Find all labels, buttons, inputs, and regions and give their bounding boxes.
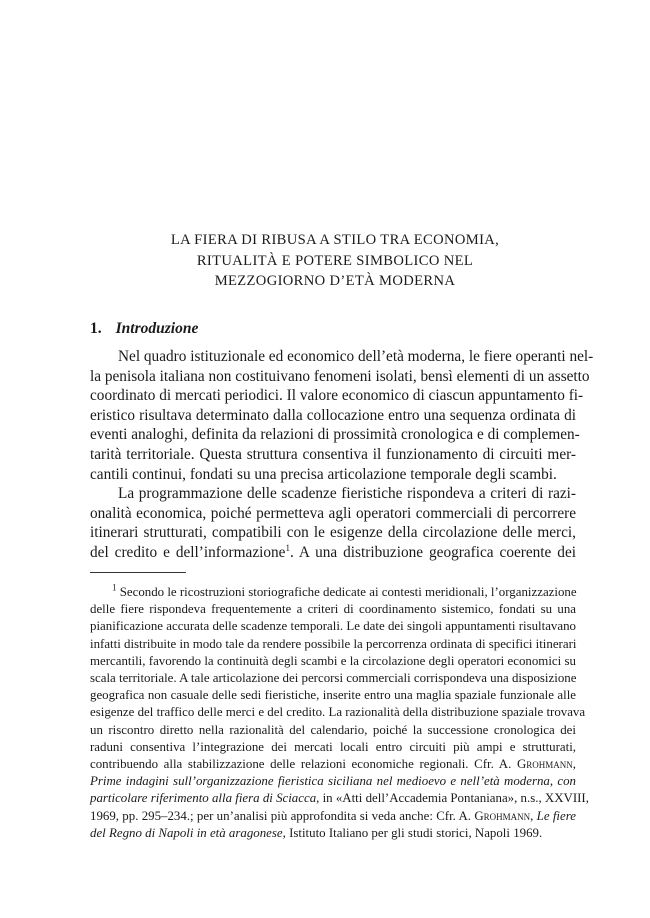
body-line bbox=[90, 543, 576, 563]
section-number: 1. bbox=[90, 320, 102, 337]
footnote-line bbox=[90, 790, 589, 807]
body-line: itinerari strutturati, compatibili con le esigenze della circolazione delle merci, bbox=[90, 524, 576, 542]
footnote-line bbox=[90, 584, 576, 601]
body-line: tarità territoriale. Questa struttura consentiva il funzionamento di circuiti mer- bbox=[90, 445, 576, 463]
footnote-line: esigenze del traffico delle merci e del credito. La razionalità della distribuzione spaziale trovava bbox=[90, 705, 586, 720]
body-line-text: del credito e dell’informazione bbox=[90, 543, 286, 561]
footnote-line: pianificazione accurata delle scadenze temporali. Le date dei singoli appuntamenti risultavano bbox=[90, 619, 576, 634]
citation-author: Grohmann bbox=[516, 757, 573, 772]
footnote-line: infatti distribuite in modo tale da rendere possibile la percorrenza ordinata di specifici itinerari bbox=[90, 636, 577, 651]
section-heading bbox=[90, 320, 198, 338]
footnote-line bbox=[90, 773, 576, 790]
footnote-separator bbox=[90, 572, 186, 573]
citation-title: Le fiere bbox=[536, 808, 576, 823]
footnote bbox=[90, 582, 589, 842]
section-title: Introduzione bbox=[115, 320, 199, 337]
body-text bbox=[90, 347, 594, 563]
footnote-line: contribuendo alla stabilizzazione delle relazioni economiche regionali. Cfr. A. Grohmann, bbox=[90, 757, 576, 772]
footnote-line: 1969, pp. 295–234.; per un’analisi più approfondita si veda anche: Cfr. A. Grohmann, Le fiere bbox=[90, 808, 576, 823]
body-line: coordinato di mercati periodici. Il valore economico di ciascun appuntamento fi- bbox=[90, 387, 584, 405]
citation-details: , in «Atti dell’Accademia Pontaniana», n.s., XXVIII, bbox=[316, 791, 589, 806]
citation-details: 1969, pp. 295–234.; per un’analisi più approfondita si veda anche: Cfr. A. bbox=[90, 808, 472, 823]
chapter-title-line: MEZZOGIORNO D’ETÀ MODERNA bbox=[214, 273, 456, 289]
footnote-line: mercantili, favorendo la continuità degli scambi e la circolazione degli operatori economici su bbox=[90, 653, 576, 668]
citation-title: particolare riferimento alla fiera di Sciacca bbox=[90, 791, 317, 806]
citation-author: Grohmann bbox=[474, 808, 531, 823]
footnote-line: raduni consentiva l’integrazione dei mercati locali entro circuiti più ampi e strutturati, bbox=[90, 739, 576, 754]
chapter-title-line: RITUALITÀ E POTERE SIMBOLICO NEL bbox=[196, 252, 474, 269]
chapter-title bbox=[100, 230, 570, 292]
body-line: La programmazione delle scadenze fieristiche rispondeva a criteri di razi- bbox=[118, 485, 576, 503]
chapter-title-line: LA FIERA DI RIBUSA A STILO TRA ECONOMIA, bbox=[170, 232, 500, 248]
footnote-line bbox=[90, 825, 576, 842]
body-line: Nel quadro istituzionale ed economico dell’età moderna, le fiere operanti nel- bbox=[118, 348, 594, 365]
body-line: cantili continui, fondati su una precisa articolazione temporale degli scambi. bbox=[90, 465, 557, 483]
footnote-line-text: Secondo le ricostruzioni storiografiche dedicate ai contesti meridionali, l’organizzazione bbox=[119, 585, 577, 599]
body-line: eventi analoghi, definita da relazioni di prossimità cronologica e di complemen- bbox=[90, 426, 580, 444]
citation-title: Prime indagini sull’organizzazione fieristica siciliana nel medioevo e nell’età moderna, con bbox=[90, 774, 576, 789]
footnote-line: un riscontro diretto nella razionalità del calendario, poiché la successione cronologica dei bbox=[90, 722, 576, 737]
body-line: la penisola italiana non costituivano fenomeni isolati, bensì elementi di un assetto bbox=[90, 367, 590, 385]
footnote-line: scala territoriale. A tale articolazione dei percorsi commerciali corrispondeva una disposizione bbox=[90, 671, 577, 686]
footnote-reference[interactable]: 1 bbox=[285, 542, 290, 553]
citation-details: , Istituto Italiano per gli studi storici, Napoli 1969. bbox=[282, 825, 543, 840]
body-line-text: . A una distribuzione geografica coerente dei bbox=[289, 543, 576, 561]
footnote-marker: 1 bbox=[112, 582, 117, 593]
footnote-line: geografica non casuale delle sedi fieristiche, inserite entro una maglia spaziale funzionale alle bbox=[90, 688, 576, 703]
footnote-line-text: contribuendo alla stabilizzazione delle relazioni economiche regionali. Cfr. A. bbox=[90, 757, 512, 772]
body-line: onalità economica, poiché permetteva agli operatori commerciali di percorrere bbox=[90, 504, 576, 522]
body-line: eristico risultava determinato dalla collocazione entro una sequenza ordinata di bbox=[90, 406, 576, 424]
footnote-line: delle fiere rispondeva frequentemente a criteri di coordinamento sistemico, fondati su una bbox=[90, 602, 576, 617]
citation-title: del Regno di Napoli in età aragonese bbox=[90, 825, 283, 840]
